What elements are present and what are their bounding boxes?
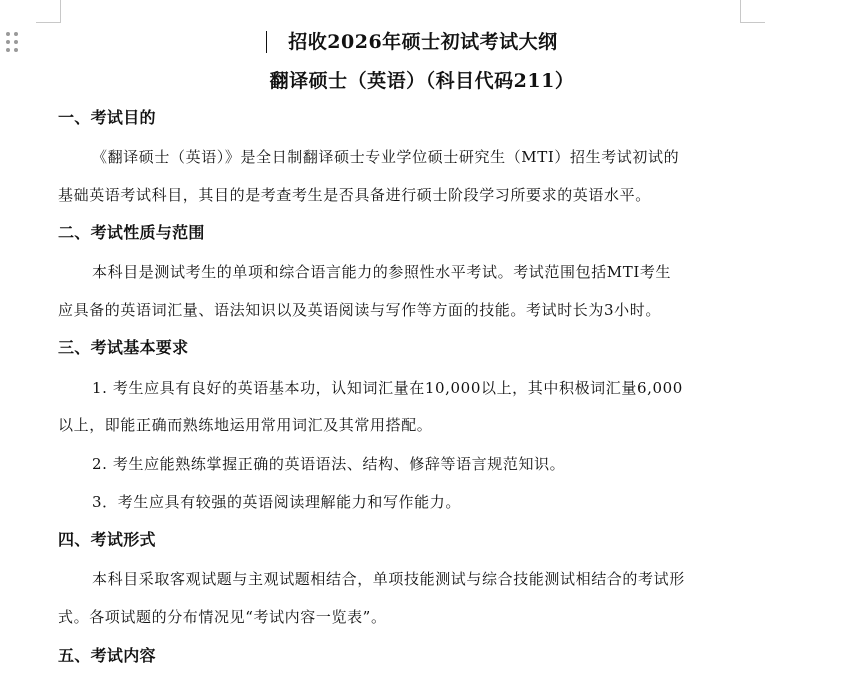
paragraph-line[interactable]: 基础英语考试科目，其目的是考查考生是否具备进行硕士阶段学习所要求的英语水平。 <box>58 186 651 204</box>
list-item-line[interactable]: 2. 考生应能熟练掌握正确的英语语法、结构、修辞等语言规范知识。 <box>92 455 566 473</box>
section-heading-requirements[interactable]: 三、考试基本要求 <box>58 338 189 357</box>
list-item-line[interactable]: 以上，即能正确而熟练地运用常用词汇及其常用搭配。 <box>58 416 433 434</box>
paragraph-line[interactable]: 《翻译硕士（英语）》是全日制翻译硕士专业学位硕士研究生（MTI）招生考试初试的 <box>92 148 680 166</box>
text-cursor <box>266 31 267 53</box>
list-item-line[interactable]: 3．考生应具有较强的英语阅读理解能力和写作能力。 <box>92 493 461 511</box>
section-heading-purpose[interactable]: 一、考试目的 <box>58 108 156 127</box>
section-heading-content[interactable]: 五、考试内容 <box>58 646 156 665</box>
paragraph-line[interactable]: 应具备的英语词汇量、语法知识以及英语阅读与写作等方面的技能。考试时长为3小时。 <box>58 301 661 319</box>
margin-corner-top-left <box>36 0 61 23</box>
paragraph-line[interactable]: 式。各项试题的分布情况见“考试内容一览表”。 <box>58 608 387 626</box>
margin-corner-top-right <box>740 0 765 23</box>
list-item-line[interactable]: 1. 考生应具有良好的英语基本功，认知词汇量在10,000以上，其中积极词汇量6,000 <box>92 379 683 397</box>
document-title[interactable]: 招收2026年硕士初试考试大纲 <box>288 31 558 53</box>
paragraph-line[interactable]: 本科目是测试考生的单项和综合语言能力的参照性水平考试。考试范围包括MTI考生 <box>92 263 672 281</box>
section-heading-format[interactable]: 四、考试形式 <box>58 530 156 549</box>
section-heading-nature-scope[interactable]: 二、考试性质与范围 <box>58 223 205 242</box>
document-subtitle[interactable]: 翻译硕士（英语）（科目代码211） <box>269 70 575 92</box>
paragraph-line[interactable]: 本科目采取客观试题与主观试题相结合，单项技能测试与综合技能测试相结合的考试形 <box>92 570 685 588</box>
